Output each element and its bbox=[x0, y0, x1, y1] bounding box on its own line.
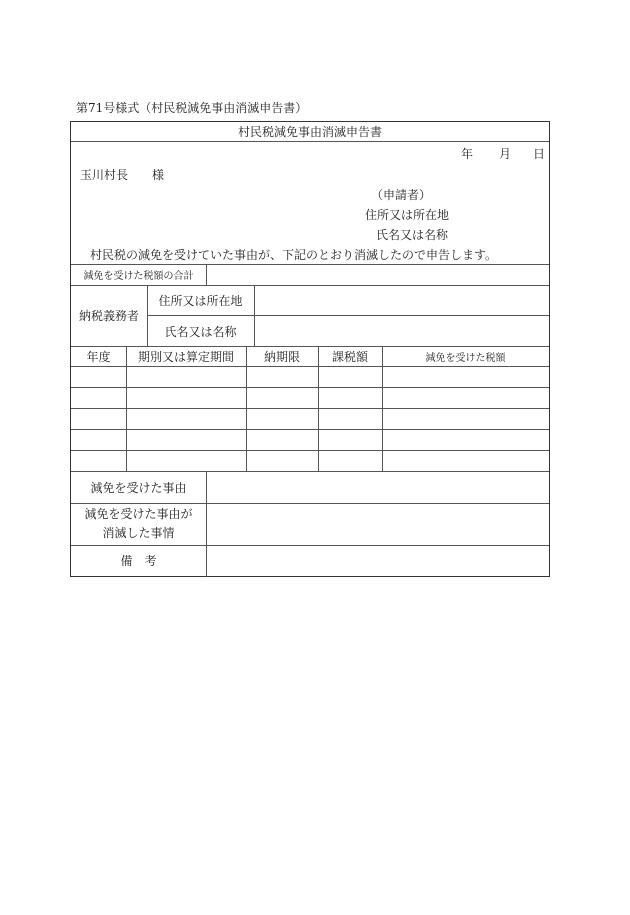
applicant-name-label: 氏名又は名称 bbox=[376, 228, 449, 242]
taxpayer-name-field[interactable] bbox=[255, 316, 549, 346]
date-day: 日 bbox=[533, 147, 546, 161]
applicant-address-label: 住所又は所在地 bbox=[365, 208, 450, 222]
table-row[interactable] bbox=[71, 451, 549, 471]
table-header-year: 年度 bbox=[86, 349, 111, 364]
table-header-due-date: 納期限 bbox=[263, 349, 300, 364]
table-row[interactable] bbox=[71, 388, 549, 408]
taxpayer-address-label: 住所又は所在地 bbox=[158, 293, 243, 308]
table-row[interactable] bbox=[71, 430, 549, 450]
circumstance-field[interactable] bbox=[207, 504, 549, 545]
table-header-period: 期別又は算定期間 bbox=[137, 349, 234, 364]
divider bbox=[71, 141, 549, 142]
date-year: 年 bbox=[461, 147, 474, 161]
table-row[interactable] bbox=[71, 367, 549, 387]
date-month: 月 bbox=[499, 147, 512, 161]
circumstance-label bbox=[71, 503, 206, 545]
table-header-exempted-amount: 減免を受けた税額 bbox=[425, 352, 506, 364]
taxpayer-address-field[interactable] bbox=[255, 286, 549, 315]
addressee: 玉川村長 様 bbox=[80, 168, 165, 182]
taxpayer-label: 納税義務者 bbox=[78, 309, 139, 323]
taxpayer-name-label: 氏名又は名称 bbox=[164, 324, 237, 339]
reason-field[interactable] bbox=[207, 472, 549, 503]
circumstance-label-line-1: 減免を受けた事由が bbox=[84, 507, 193, 521]
total-exemption-label: 減免を受けた税額の合計 bbox=[83, 271, 194, 282]
table-row[interactable] bbox=[71, 409, 549, 429]
circumstance-label-line-2: 消滅した事情 bbox=[102, 526, 175, 540]
remarks-field[interactable] bbox=[207, 546, 549, 576]
form-number-label: 第71号様式（村民税減免事由消滅申告書） bbox=[76, 101, 308, 115]
remarks-label: 備 考 bbox=[120, 554, 157, 568]
total-exemption-field[interactable] bbox=[207, 265, 549, 285]
table-header-tax-amount: 課税額 bbox=[331, 349, 368, 364]
statement-text: 村民税の減免を受けていた事由が、下記のとおり消滅したので申告します。 bbox=[90, 248, 498, 262]
declaration-form bbox=[70, 121, 550, 577]
applicant-label: （申請者） bbox=[371, 188, 432, 202]
reason-label: 減免を受けた事由 bbox=[90, 480, 187, 495]
form-title: 村民税減免事由消滅申告書 bbox=[237, 125, 382, 139]
